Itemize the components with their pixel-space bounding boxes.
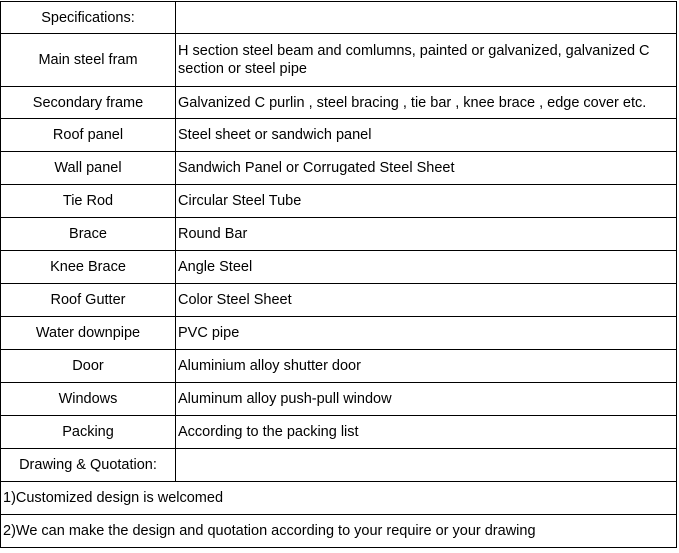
spec-value-tie-rod: Circular Steel Tube [176,185,677,218]
table-row [1,416,677,449]
table-row [1,185,677,218]
spec-value-secondary-frame: Galvanized C purlin , steel bracing , tie bar , knee brace , edge cover etc. [176,87,677,119]
note-customized-design: 1)Customized design is welcomed [1,482,677,515]
spec-value-wall-panel: Sandwich Panel or Corrugated Steel Sheet [176,152,677,185]
spec-value-windows: Aluminum alloy push-pull window [176,383,677,416]
specifications-heading: Specifications: [1,2,176,34]
spec-value-main-steel-frame: H section steel beam and comlumns, painted or galvanized, galvanized C section or steel pipe [176,34,677,87]
spec-label-door: Door [1,350,176,383]
spec-value-door: Aluminium alloy shutter door [176,350,677,383]
spec-label-tie-rod: Tie Rod [1,185,176,218]
table-row [1,284,677,317]
table-row [1,383,677,416]
spec-label-roof-panel: Roof panel [1,119,176,152]
drawing-quotation-heading: Drawing & Quotation: [1,449,176,482]
spec-value-brace: Round Bar [176,218,677,251]
spec-label-packing: Packing [1,416,176,449]
note-design-quotation: 2)We can make the design and quotation according to your require or your drawing [1,515,677,548]
spec-value-roof-panel: Steel sheet or sandwich panel [176,119,677,152]
table-row-note [1,482,677,515]
spec-value-water-downpipe: PVC pipe [176,317,677,350]
table-row-header [1,2,677,34]
table-row [1,152,677,185]
spec-label-main-steel-frame: Main steel fram [1,34,176,87]
spec-label-wall-panel: Wall panel [1,152,176,185]
table-row [1,218,677,251]
table-row [1,350,677,383]
specifications-table [0,1,677,548]
table-row-quotation [1,449,677,482]
table-row [1,34,677,87]
spec-label-secondary-frame: Secondary frame [1,87,176,119]
spec-label-knee-brace: Knee Brace [1,251,176,284]
table-row [1,251,677,284]
specifications-heading-value [176,2,677,34]
drawing-quotation-value [176,449,677,482]
table-row [1,317,677,350]
table-row-note [1,515,677,548]
spec-value-packing: According to the packing list [176,416,677,449]
spec-value-knee-brace: Angle Steel [176,251,677,284]
spec-value-roof-gutter: Color Steel Sheet [176,284,677,317]
spec-label-brace: Brace [1,218,176,251]
table-row [1,119,677,152]
spec-label-windows: Windows [1,383,176,416]
spec-label-water-downpipe: Water downpipe [1,317,176,350]
spec-label-roof-gutter: Roof Gutter [1,284,176,317]
table-row [1,87,677,119]
